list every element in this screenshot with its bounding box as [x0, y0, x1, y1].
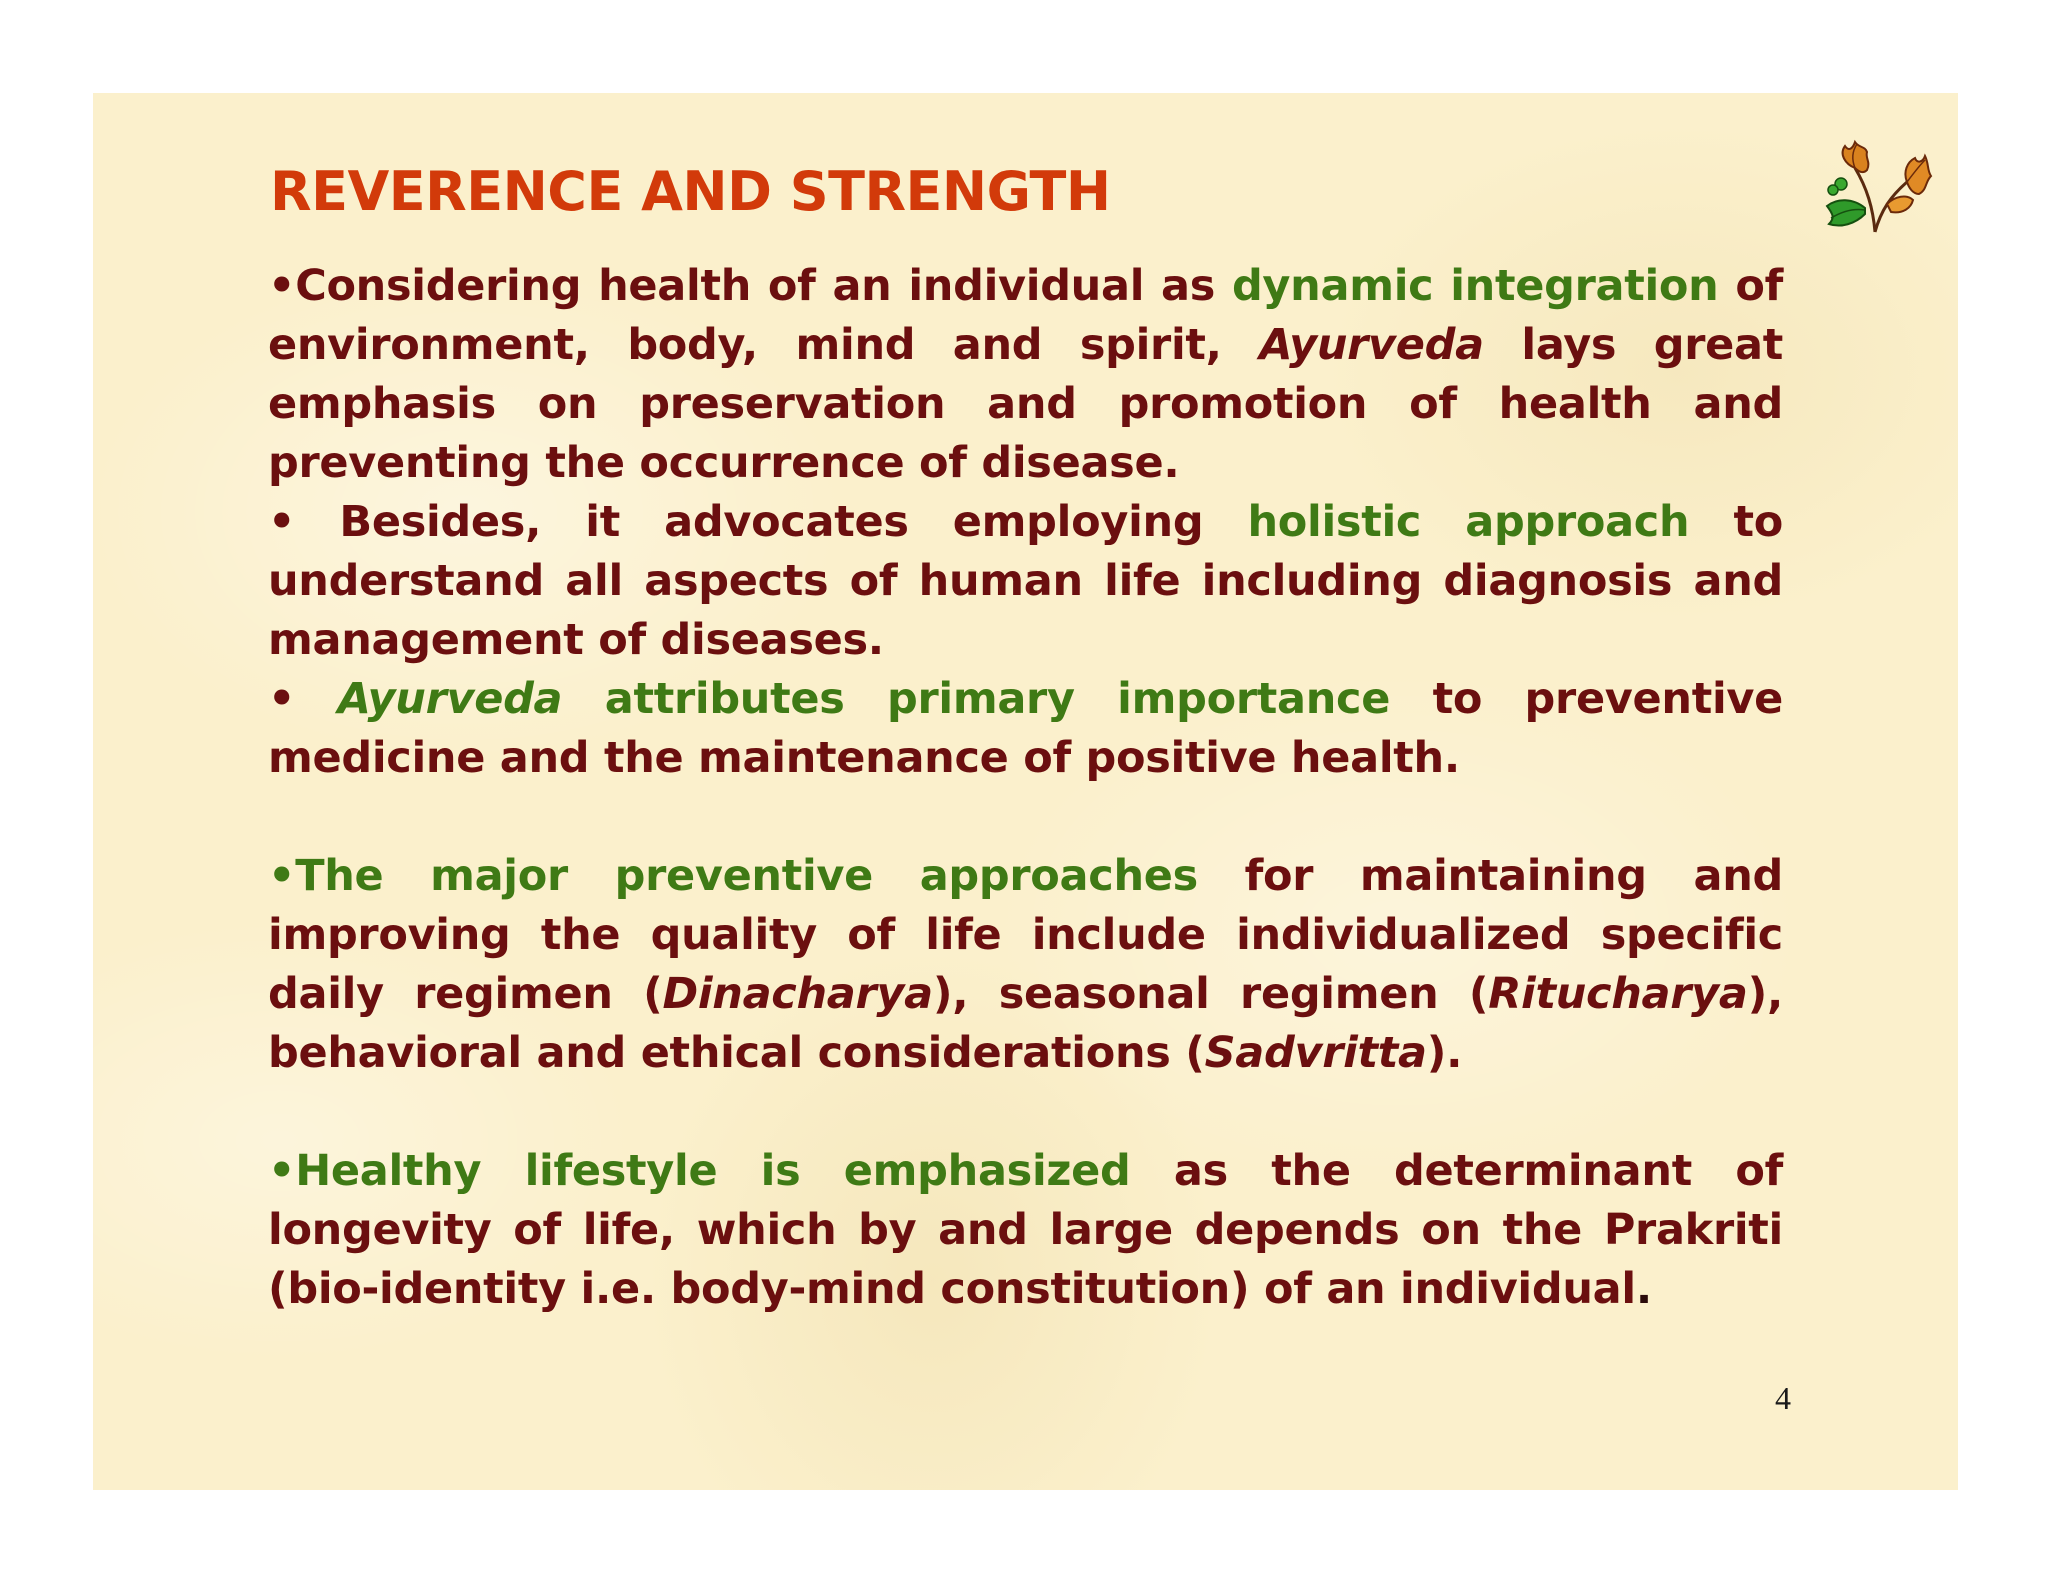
highlight-text: Ayurveda [337, 674, 563, 724]
emphasis-text: Ayurveda [1259, 320, 1484, 370]
bullet-paragraph-3: • Ayurveda attributes primary importance to preventive medicine and the maintenance of positive health. [268, 674, 1783, 783]
bullet-paragraph-1: •Considering health of an individual as dynamic integration of environment, body, mind and spirit, Ayurveda lays great emphasis on preservation and promotion of health and preventing the occurrence of disease. [268, 261, 1783, 488]
bullet-marker: • [268, 497, 340, 547]
page-number: 4 [1775, 1380, 1791, 1416]
paragraph-spacer [268, 1083, 1783, 1142]
highlight-text: dynamic integration [1231, 261, 1719, 311]
highlight-text: attributes primary importance [562, 674, 1391, 724]
highlight-text: The major preventive approaches [295, 851, 1198, 901]
paragraph-spacer [268, 788, 1783, 847]
emphasis-text: Sadvritta [1204, 1028, 1427, 1078]
bullet-marker: • [268, 674, 338, 724]
highlight-text: Healthy lifestyle is emphasized [295, 1146, 1131, 1196]
bullet-marker: • [268, 1146, 296, 1196]
bullet-marker: • [268, 261, 296, 311]
slide-body [268, 257, 1783, 1319]
oak-leaf-sprig-icon [1815, 138, 1933, 236]
bullet-paragraph-4: •The major preventive approaches for maintaining and improving the quality of life include individualized specific daily regimen (Dinacharya), seasonal regimen (Ritucharya), behavioral and ethical considerations (Sadvritta). [268, 851, 1783, 1078]
emphasis-text: Ritucharya [1488, 969, 1748, 1019]
slide-title: REVERENCE AND STRENGTH [270, 160, 1111, 223]
bullet-marker: • [268, 851, 296, 901]
bullet-paragraph-2: • Besides, it advocates employing holistic approach to understand all aspects of human life including diagnosis and management of diseases. [268, 497, 1783, 665]
highlight-text: holistic approach [1247, 497, 1690, 547]
bullet-paragraph-5: •Healthy lifestyle is emphasized as the determinant of longevity of life, which by and large depends on the Prakriti (bio-identity i.e. body-mind constitution) of an individual. [268, 1146, 1783, 1314]
emphasis-text: Dinacharya [662, 969, 933, 1019]
